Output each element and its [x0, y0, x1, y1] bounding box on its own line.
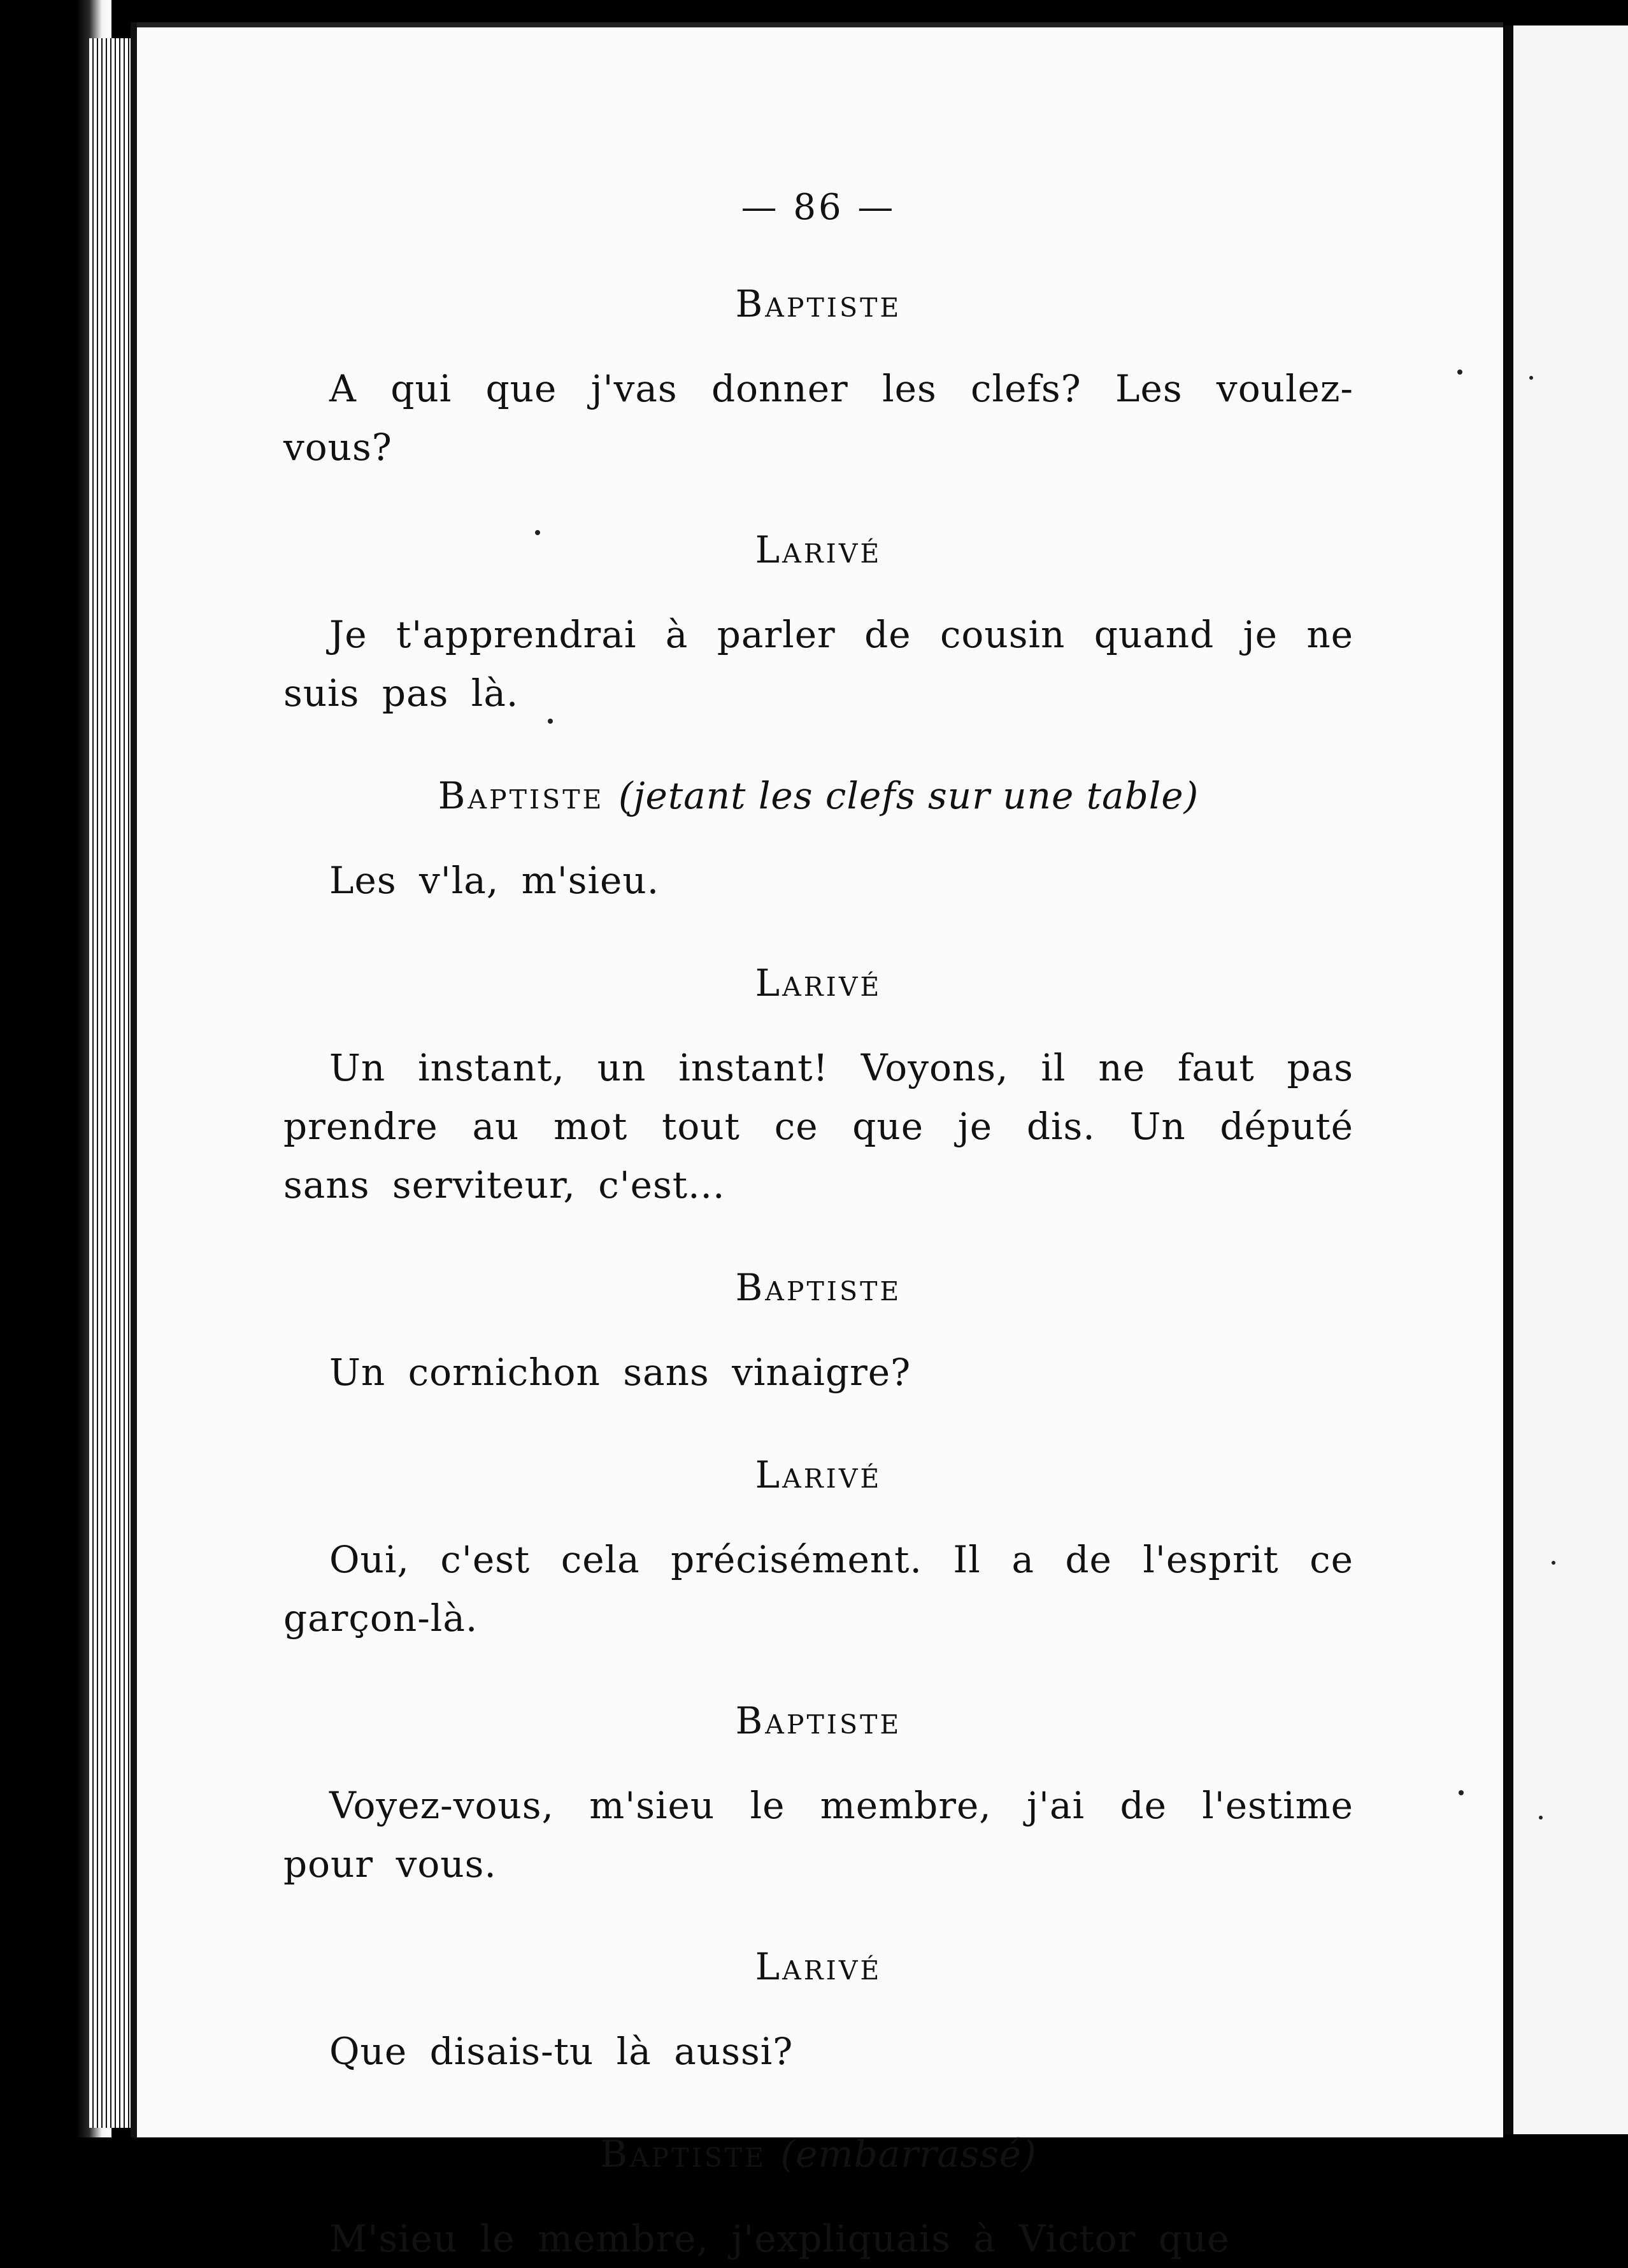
- adjacent-page: [1504, 25, 1628, 2134]
- speaker-name: [283, 1944, 1353, 1989]
- speaker-name: [283, 1265, 1353, 1310]
- page-number: — 86 —: [741, 187, 896, 228]
- scan-speck: [1457, 370, 1462, 375]
- speaker-label: Larivé: [755, 1453, 882, 1496]
- speaker-name: [283, 1698, 1353, 1743]
- speaker-name: [283, 282, 1353, 326]
- speaker-label: Baptiste: [735, 1266, 902, 1309]
- scan-speck: [1459, 1790, 1464, 1795]
- stage-direction: (embarrassé): [780, 2132, 1037, 2176]
- speaker-label: Larivé: [755, 961, 882, 1005]
- speaker-name: [283, 528, 1353, 572]
- dialogue-line: Un instant, un instant! Voyons, il ne faut pas prendre au mot tout ce que je dis. Un député sans serviteur, c'est...: [283, 1046, 1353, 1207]
- speaker-label: Larivé: [755, 528, 882, 571]
- stage-direction: (jetant les clefs sur une table): [618, 774, 1199, 817]
- speaker-label: Baptiste: [600, 2132, 767, 2176]
- scan-speck: [1529, 376, 1533, 380]
- speaker-label: Baptiste: [735, 1699, 902, 1742]
- dialogue-line: A qui que j'vas donner les clefs? Les voulez-vous?: [283, 367, 1353, 469]
- dialogue-line: Voyez-vous, m'sieu le membre, j'ai de l'estime pour vous.: [283, 1784, 1353, 1886]
- dialogue-line: M'sieu le membre, j'expliquais à Victor que: [329, 2217, 1230, 2260]
- dialogue-line: Un cornichon sans vinaigre?: [329, 1351, 911, 1394]
- scan-speck: [1539, 1816, 1543, 1819]
- dialogue-line: Que disais-tu là aussi?: [329, 2030, 794, 2073]
- speaker-label: Larivé: [755, 1945, 882, 1988]
- dialogue-line: Oui, c'est cela précisément. Il a de l'esprit ce garçon-là.: [283, 1538, 1353, 1640]
- speaker-label: Baptiste: [438, 774, 604, 817]
- scan-speck: [548, 719, 553, 724]
- page-text: [283, 178, 1353, 2268]
- speaker-label: Baptiste: [735, 282, 902, 326]
- speaker-name: [283, 961, 1353, 1005]
- speaker-name: [283, 2132, 1353, 2176]
- speaker-name: [283, 1453, 1353, 1497]
- speaker-name: [283, 773, 1353, 818]
- scan-speck: [1552, 1561, 1555, 1565]
- scan-speck: [535, 530, 540, 535]
- dialogue-line: Les v'la, m'sieu.: [329, 859, 660, 902]
- dialogue-line: Je t'apprendrai à parler de cousin quand je ne suis pas là.: [283, 613, 1353, 715]
